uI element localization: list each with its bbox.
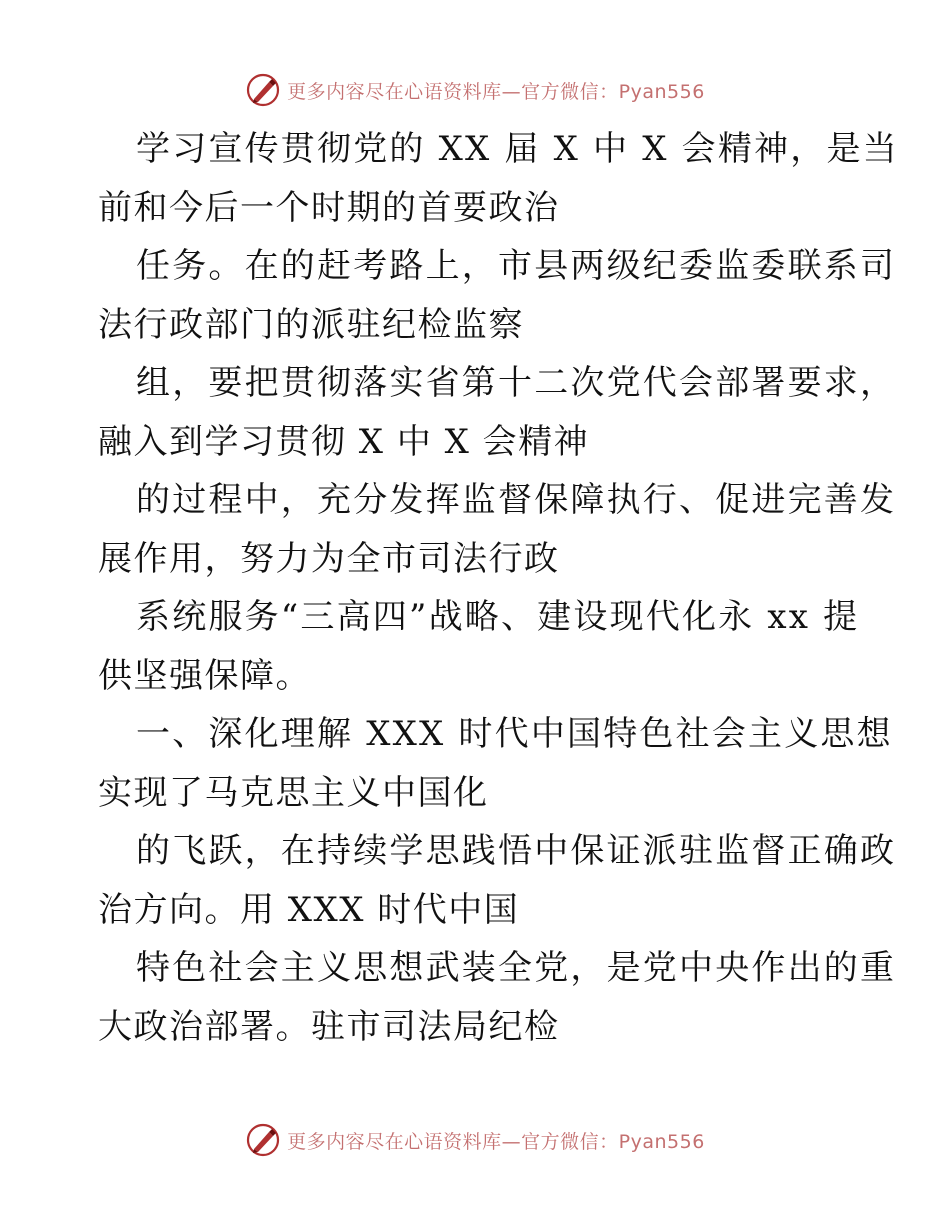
paragraph-line: 展作用，努力为全市司法行政 xyxy=(98,538,560,579)
paragraph-line: 系统服务“三高四”战略、建设现代化永 xx 提 xyxy=(136,597,860,637)
paragraph-line: 组，要把贯彻落实省第十二次党代会部署要求， xyxy=(136,363,897,403)
paragraph-line: 学习宣传贯彻党的 XX 届 X 中 X 会精神，是当 xyxy=(136,129,899,169)
paragraph-line: 的过程中，充分发挥监督保障执行、促进完善发 xyxy=(136,480,897,520)
document-body xyxy=(98,120,899,1056)
paragraph-line: 大政治部署。驻市司法局纪检 xyxy=(98,1006,560,1047)
paragraph-line: 供坚强保障。 xyxy=(98,655,311,696)
footer-banner xyxy=(0,1120,950,1160)
paragraph-line: 法行政部门的派驻纪检监察 xyxy=(98,304,524,345)
header-banner-text: 更多内容尽在心语资料库—官方微信：Pyan556 xyxy=(287,80,705,103)
paragraph-line: 实现了马克思主义中国化 xyxy=(98,772,489,813)
paragraph-line: 治方向。用 XXX 时代中国 xyxy=(98,889,520,930)
pen-logo-icon xyxy=(245,72,281,108)
header-banner xyxy=(0,70,950,110)
paragraph-line: 的飞跃，在持续学思践悟中保证派驻监督正确政 xyxy=(136,831,897,871)
paragraph-line: 特色社会主义思想武装全党，是党中央作出的重 xyxy=(136,948,897,988)
paragraph-line: 一、深化理解 XXX 时代中国特色社会主义思想 xyxy=(136,714,893,754)
paragraph-line: 任务。在的赶考路上，市县两级纪委监委联系司 xyxy=(136,246,897,286)
footer-banner-text: 更多内容尽在心语资料库—官方微信：Pyan556 xyxy=(287,1130,705,1153)
pen-logo-icon xyxy=(245,1122,281,1158)
paragraph-line: 前和今后一个时期的首要政治 xyxy=(98,187,560,228)
paragraph-line: 融入到学习贯彻 X 中 X 会精神 xyxy=(98,421,590,462)
